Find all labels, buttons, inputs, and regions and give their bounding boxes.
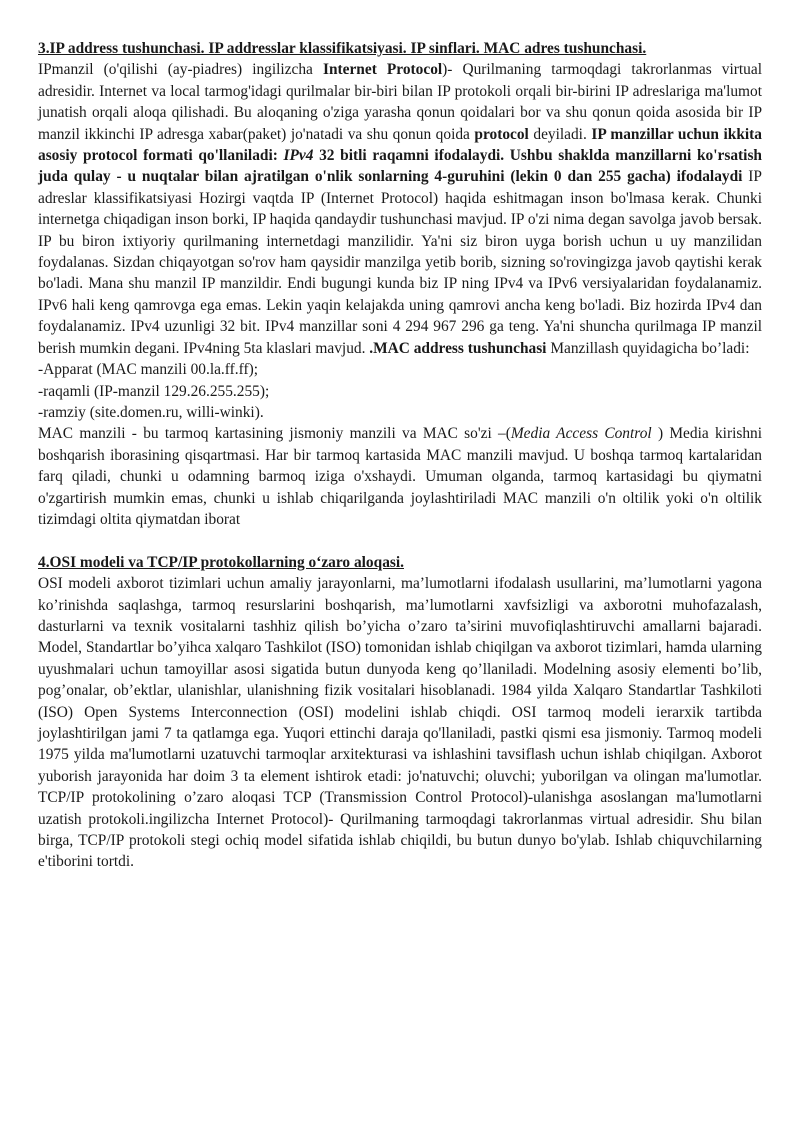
text-run: )- Qurilmaning tarmoqdagi takrorlanmas virtual adresidir. Internet va local tarmog'idagi qurilmalar bir-biri bilan IP protokoli orqali bir-birini IP adreslariga ma'lumot junatish orqali aloqa qilishadi. Bu aloqaning o'ziga yarasha qonun qoidalari bor va shu qonun qoida asosida bir IP manzil ikkinchi IP adresga xabar(paket) jo'natadi va shu qonun qoida [38,61,762,143]
italic-term-media-access-control: Media Access Control [510,425,652,443]
bold-term-internet-protocol: Internet Protocol [322,61,443,79]
text-run: IP adreslar klassifikatsiyasi Hozirgi vaqtda IP (Internet Protocol) haqida eshitmagan inson bo'lmasa kerak. Chunki internetga chiqadigan inson borki, IP haqida qandaydir tushunchasi mavjud. IP o'zi nima degan savolga javob bersak. IP bu biron ixtiyoriy qurilmaning internetdagi manzilidir. Ya'ni siz biron uyga borish uchun u uy manzilidan foydalanas. Sizdan chiqayotgan so'rov ham qaysidir manzilga yetib borib, sizning so'rovingizga javob qaytishi kerak bo'ladi. Mana shu manzil IP manzildir. Endi bugungi kunda biz IP ning IPv4 va IPv6 versiyalaridan foydalanamiz. IPv6 hali keng qamrovga ega emas. Lekin yaqin kelajakda uning qamrovi ancha keng bo'ladi. Biz hozirda IPv4 dan foydalanamiz. IPv4 uzunligi 32 bit. IPv4 manzillar soni 4 294 967 296 ga teng. Ya'ni shuncha qurilmaga IP manzil berish mumkin degani. IPv4ning 5ta klaslari mavjud. [38,168,762,357]
section-3-paragraph [38,59,762,359]
section-4-paragraph: OSI modeli axborot tizimlari uchun amaliy jarayonlarni, ma’lumotlarni ifodalash usullarini, ma’lumotlarni yagona ko’rinishda saqlashga, tarmoq resurslarini boshqarish, ma’lumotlarni xavfsizligi va axborotni muhofazalash, dasturlarni va texnik vositalarni tashhiz qilish bo’yicha o’zaro ta’sirini muvofiqlashtiruvchi amallarni bajaradi. Model, Standartlar bo’yihca xalqaro Tashkilot (ISO) tomonidan ishlab chiqilgan va axborot tizimlari, hamda ularning uyushmalari uchun tamoyillar asosi sigatida butun dunyoda keng qo’llaniladi. Modelning asosiy elementi bo’lib, pog’onalar, ob’ektlar, ulanishlar, ulanishning fizik vositalari hisoblanadi. 1984 yilda Xalqaro Standartlar Tashkiloti (ISO) Open Systems Interconnection (OSI) modelini ishlab chiqdi. OSI tarmoq modeli ierarxik tartibda joylashtirilgan jami 7 ta qatlamga ega. Yuqori ettinchi daraja qo'llaniladi, pastki qismi esa jismoniy. Tarmoq modeli 1975 yilda ma'lumotlarni uzatuvchi tarmoqlar arxitekturasi va ishlashini tavsiflash uchun ishlab chiqilgan. Axborot yuborish jarayonida har doim 3 ta element ishtirok etadi: jo'natuvchi; oluvchi; yuborilgan va olingan ma'lumotlar. TCP/IP protokolining o’zaro aloqasi TCP (Transmission Control Protocol)-ulanishga asoslangan ma'lumotlarni uzatish protokoli.ingilizcha Internet Protocol)- Qurilmaning tarmoqdagi takrorlanmas virtual adresidir. Shu bilan birga, TCP/IP protokoli stegi ochiq model sifatida ishlab chiqildi, bu butun dunyo bo'ylab. Ishlab chiquvchilarning e'tiborini tortdi. [38,575,762,871]
bold-subheading-mac: .MAC address tushunchasi [369,339,547,357]
text-run: Manzillash quyidagicha bo’ladi: [546,339,750,357]
paragraph-gap [38,530,762,551]
list-item: -ramziy (site.domen.ru, willi-winki). [38,403,264,421]
text-run: MAC manzili - bu tarmoq kartasining jismoniy manzili va MAC so'zi –( [38,425,511,443]
section-4-heading: 4.OSI modeli va TCP/IP protokollarning o‘zaro aloqasi. [38,553,404,571]
text-run: deyiladi. [528,125,592,143]
document-page [38,38,762,873]
text-run: IPmanzil (o'qilishi (ay-piadres) ingilizcha [38,61,323,79]
list-item: -Apparat (MAC manzili 00.la.ff.ff); [38,361,258,379]
section-3-mac-paragraph [38,423,762,530]
bold-statement: IP manzillar uchun ikkita asosiy protocol formati qo'llaniladi: [38,125,762,165]
bold-italic-term-ipv4: IPv4 [283,147,314,165]
text-run: ) Media kirishni boshqarish iborasining qisqartmasi. Har bir tarmoq kartasida MAC manzili mavjud. U boshqa tarmoq kartalaridan farq qiladi, chunki u odamning barmoq iziga o'xshaydi. Umuman olganda, tarmoq kartasidagi bu qiymatni o'zgartirish mumkin emas, chunki u ishlab chiqarilganda joylashtiriladi MAC manzili o'n oltilik yoki o'n oltilik tizimdagi oltita qiymatdan iborat [38,425,762,528]
bold-term-protocol: protocol [474,125,529,143]
list-item: -raqamli (IP-manzil 129.26.255.255); [38,382,270,400]
section-3-heading: 3.IP address tushunchasi. IP addresslar klassifikatsiyasi. IP sinflari. MAC adres tushunchasi. [38,40,647,57]
bold-statement: 32 bitli raqamni ifodalaydi. Ushbu shaklda manzillarni ko'rsatish juda qulay - u nuqtalar bilan ajratilgan o'nlik sonlarning 4-guruhini (lekin 0 dan 255 gacha) ifodalaydi [38,147,762,186]
